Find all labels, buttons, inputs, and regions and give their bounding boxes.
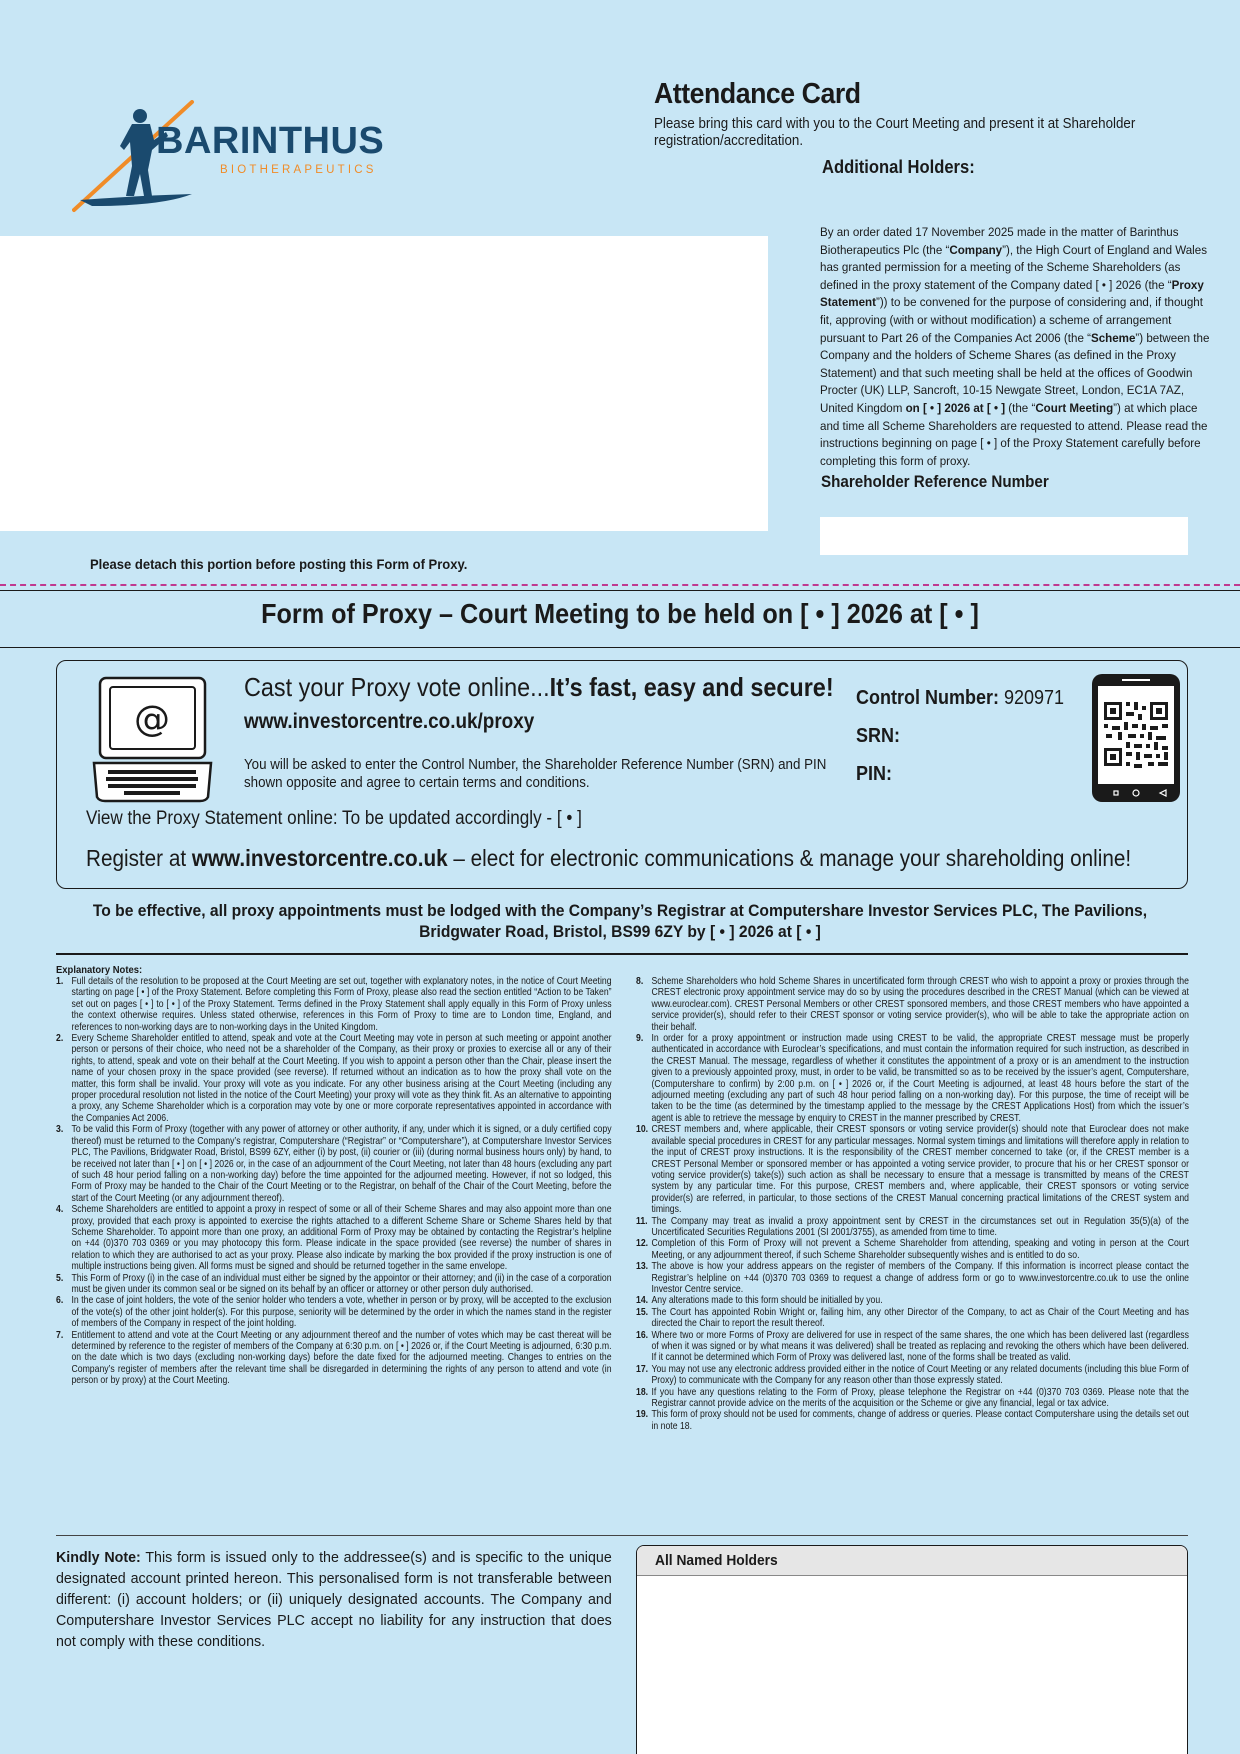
explanatory-note [636, 1295, 1189, 1306]
note-text: Every Scheme Shareholder entitled to attend, speak and vote at the Court Meeting may vote in person at such meeting or appoint another person or persons of their choice, who need not be a shareholder of the Company, as their proxy or proxies to exercise all or any of their rights, to attend, speak and vote on their behalf at the Court Meeting. If you wish to appoint a person other than the Chair, please insert the name of your chosen proxy in the space provided (see reverse). If returned without an indication as to how the proxy shall vote on the matter, this form shall be invalid. Your proxy will vote as you indicate. For any other business arising at the Court Meeting (including any proper procedural resolution not listed in the notice of the Court Meeting) your proxy will vote as they think fit. As an alternative to appointing a proxy, any Scheme Shareholder which is a corporation may vote by one or more corporate representatives appointed in accordance with the Companies Act 2006. [71, 1033, 612, 1124]
proxy-vote-url[interactable]: www.investorcentre.co.uk/proxy [244, 710, 535, 733]
note-number: 11. [636, 1215, 648, 1227]
lodging-instructions: To be effective, all proxy appointments must be lodged with the Company’s Registrar at Computershare Investor Services PLC, The Pavilions, Bridgwater Road, Bristol, BS99 6ZY by [ • ] 2026 at [ • ] [92, 901, 1148, 941]
address-window [0, 236, 768, 531]
cast-vote-prefix: Cast your Proxy vote online... [244, 672, 550, 702]
note-text: If you have any questions relating to the Form of Proxy, please telephone the Registrar on +44 (0)370 703 0369. Please note that the Registrar cannot provide advice on the merits of the acquisition or the Scheme or give any financial, legal or tax advice. [651, 1386, 1189, 1410]
note-number: 3. [56, 1124, 64, 1136]
note-number: 4. [56, 1204, 64, 1216]
kindly-note-text: This form is issued only to the addressee(s) and is specific to the unique designated account printed hereon. This personalised form is not transferable between different: (i) account holders; or (ii) uniquely designated accounts. The Company and Computershare Investor Services PLC accept no liability for any instruction that does not comply with these conditions. [56, 1549, 612, 1650]
note-text: In order for a proxy appointment or instruction made using CREST to be valid, the appropriate CREST message must be properly authenticated in accordance with Euroclear’s specifications, and must contain the information required for such instruction, as described in the CREST Manual. The message, regardless of whether it constitutes the appointment of a proxy or is an amendment to the instruction given to a previously appointed proxy, must, in order to be valid, be transmitted so as to be received by the issuer’s agent, Computershare, (Computershare to confirm) by 2:00 p.m. on [ • ] 2026 or, if the Court Meeting is adjourned, at least 48 hours before the start of the adjourned meeting (excluding any part of such 48 hour period falling on a non-working day). For this purpose, the time of receipt will be taken to be the time (as determined by the timestamp applied to the message by the CREST Applications Host) from which the issuer’s agent is able to retrieve the message by enquiry to CREST in the manner prescribed by CREST. [651, 1033, 1189, 1124]
note-text: Any alterations made to this form should be initialled by you. [651, 1295, 883, 1307]
all-named-holders-header [637, 1546, 1187, 1576]
online-instructions: You will be asked to enter the Control Number, the Shareholder Reference Number (SRN) and PIN shown opposite and agree to certain terms and conditions. [244, 757, 827, 791]
note-text: This form of proxy should not be used for comments, change of address or queries. Please contact Computershare using the details set out in note 18. [651, 1409, 1189, 1432]
notes-column-right [636, 976, 1189, 1432]
explanatory-note [636, 1330, 1189, 1364]
explanatory-note [636, 1216, 1189, 1239]
explanatory-note [636, 1387, 1189, 1410]
control-number-label: Control Number: [856, 687, 1004, 709]
note-number: 13. [636, 1261, 649, 1273]
notes-divider [56, 953, 1188, 955]
note-number: 1. [56, 976, 64, 987]
order-text-6: ”) at which place and time all Scheme Shareholders are requested to attend. Please read the instructions beginning on page [ • ] of the Proxy Statement carefully before completing this form of proxy. [820, 400, 1208, 468]
cast-vote-tagline: It’s fast, easy and secure! [549, 672, 834, 702]
kindly-note-label: Kindly Note: [56, 1549, 141, 1566]
order-scheme-term: Scheme [1090, 330, 1136, 345]
shareholder-reference-label: Shareholder Reference Number [821, 473, 1049, 491]
title-rule-top [0, 590, 1240, 591]
explanatory-note [636, 976, 1189, 1033]
detach-note: Please detach this portion before posting this Form of Proxy. [90, 556, 468, 572]
shareholder-reference-box [820, 517, 1188, 555]
note-number: 6. [56, 1295, 64, 1307]
all-named-holders-box [636, 1545, 1188, 1754]
note-text: The above is how your address appears on the register of members of the Company. If this information is incorrect please contact the Registrar’s helpline on +44 (0)370 703 0369 to request a change of address form or go to www.investorcentre.co.uk to use the online Investor Centre service. [651, 1261, 1189, 1295]
note-number: 15. [636, 1306, 649, 1318]
register-prefix: Register at [86, 845, 192, 871]
control-number-value: 920971 [1003, 687, 1065, 709]
explanatory-note [56, 1033, 612, 1124]
explanatory-notes-heading: Explanatory Notes: [56, 964, 143, 976]
order-court-meeting-term: Court Meeting [1035, 400, 1114, 415]
court-order-paragraph [820, 224, 1210, 470]
order-text-2: ”), the High Court of England and Wales has granted permission for a meeting of the Scheme Shareholders (as defined in the proxy statement of the Company dated [ • ] 2026 (the “ [820, 242, 1207, 292]
svg-text:@: @ [134, 699, 170, 740]
order-proxy-statement-term: Proxy Statement [820, 277, 1204, 310]
pin-label: PIN: [856, 763, 892, 785]
order-text-3: ”)) to be convened for the purpose of considering and, if thought fit, approving (with or without modification) a scheme of arrangement pursuant to Part 26 of the Companies Act 2006 (the “ [820, 295, 1203, 345]
company-logo [72, 100, 412, 215]
register-line [86, 845, 1131, 872]
explanatory-note [56, 1124, 612, 1204]
register-suffix: – elect for electronic communications & manage your shareholding online! [447, 845, 1132, 871]
detach-perforation-line [0, 584, 1240, 586]
note-text: You may not use any electronic address provided either in the notice of Court Meeting or any related documents (including this blue Form of Proxy) to communicate with the Company for any reason other than those expressly stated. [651, 1363, 1189, 1387]
note-text: Where two or more Forms of Proxy are delivered for use in respect of the same shares, the one which has been delivered last (regardless of when it was signed or by what means it was delivered) shall be treated as replacing and revoking the others which have been delivered. If it cannot be determined which Form of Proxy was delivered last, none of the forms shall be treated as valid. [651, 1329, 1189, 1364]
explanatory-note [56, 976, 612, 1033]
smartphone-qr-icon [1090, 672, 1182, 804]
explanatory-note [636, 1409, 1189, 1432]
note-number: 7. [56, 1329, 64, 1341]
note-number: 16. [636, 1329, 649, 1341]
control-number [856, 687, 1064, 710]
cast-vote-headline [244, 672, 834, 703]
order-text-1: By an order dated 17 November 2025 made in the matter of Barinthus Biotherapeutics Plc (the “ [820, 225, 1179, 257]
note-number: 17. [636, 1363, 649, 1375]
logo-subtitle: BIOTHERAPEUTICS [220, 164, 377, 176]
note-text: Full details of the resolution to be proposed at the Court Meeting are set out, together with explanatory notes, in the notice of Court Meeting starting on page [ • ] of the Proxy Statement. Before completing this Form of Proxy, please also read the section entitled “Action to be Taken” set out on pages [ • ] to [ • ] of the Proxy Statement. Terms defined in the Proxy Statement shall apply equally in this Form of Proxy unless the context otherwise requires. Unless stated otherwise, references in this Form of Proxy to time are to London time, England, and references to non-working days are to non-working days in the United Kingdom. [71, 976, 612, 1033]
explanatory-note [636, 1124, 1189, 1215]
note-number: 19. [636, 1409, 649, 1421]
explanatory-note [636, 1307, 1189, 1330]
order-text-4: ”) between the Company and the holders of Scheme Shares (as defined in the Proxy Statement) and that such meeting shall be held at the offices of Goodwin Procter (UK) LLP, Sancroft, 10-15 Newgate Street, London, EC1A 7AZ, United Kingdom [820, 330, 1210, 415]
note-number: 8. [636, 976, 644, 987]
note-text: To be valid this Form of Proxy (together with any power of attorney or other authority, if any, under which it is signed, or a duly certified copy thereof) must be returned to the Company’s registrar, Computershare (“Registrar” or “Computershare”), at Computershare Investor Services PLC, The Pavilions, Bridgwater Road, Bristol, BS99 6ZY, either (i) by post, (ii) courier or (iii) (during normal business hours only) by hand, to be received not later than [ • ] on [ • ] 2026 or, in the case of an adjournment of the Court Meeting, not later than 48 hours (excluding any part of such 48 hour period falling on a non-working day) before the time appointed for the adjourned meeting. However, if not so lodged, this Form of Proxy may be handed to the Chair of the Court Meeting or to the Registrar, on behalf of the Chair of the Court Meeting, before the start of the Court Meeting (or any adjournment thereof). [71, 1124, 612, 1204]
note-text: Scheme Shareholders who hold Scheme Shares in uncertificated form through CREST who wish to appoint a proxy or proxies through the CREST electronic proxy appointment service may do so by using the procedures described in the CREST Manual (which can be viewed at www.euroclear.com). CREST Personal Members or other CREST sponsored members, and those CREST members who have appointed a service provider(s), should refer to their CREST sponsor or voting service provider(s), who will be able to take the appropriate action on their behalf. [651, 976, 1189, 1033]
explanatory-note [636, 1364, 1189, 1387]
kindly-note [56, 1547, 612, 1652]
laptop-at-icon [90, 675, 215, 803]
explanatory-note [636, 1033, 1189, 1124]
note-text: CREST members and, where applicable, their CREST sponsors or voting service provider(s) should note that Euroclear does not make available special procedures in CREST for any particular messages. Normal system timings and limitations will therefore apply in relation to the input of CREST proxy instructions. It is the responsibility of the CREST member concerned to take (or, if the CREST member is a CREST Personal Member or sponsored member or has appointed a voting service provider, to procure that his or her CREST sponsor or voting service provider(s) take(s)) such action as shall be necessary to ensure that a message is transmitted by means of the CREST system by any particular time. For this purpose, CREST members and, where applicable, their CREST sponsors or voting service provider(s) are referred, in particular, to those sections of the CREST Manual concerning practical limitations of the CREST system and timings. [651, 1124, 1189, 1216]
investorcentre-link[interactable]: www.investorcentre.co.uk [191, 845, 448, 871]
note-text: Scheme Shareholders are entitled to appoint a proxy in respect of some or all of their Scheme Shares and may also appoint more than one proxy, provided that each proxy is appointed to exercise the rights attached to a different Scheme Share or Scheme Shares held by that Scheme Shareholder. To appoint more than one proxy, an additional Form of Proxy may be obtained by contacting the Registrar’s helpline on +44 (0)370 703 0369 or you may photocopy this form. Please indicate in the space provided (see reverse) the number of shares in relation to which they are authorised to act as your proxy. Please also indicate by marking the box provided if the proxy instruction is one of multiple instructions being given. All forms must be signed and should be returned together in the same envelope. [71, 1204, 612, 1273]
order-text-5: (the “ [1005, 400, 1036, 415]
note-text: Completion of this Form of Proxy will not prevent a Scheme Shareholder from attending, speaking and voting in person at the Court Meeting, or any adjournment thereof, if such Scheme Shareholder subsequently wishes and is entitled to do so. [651, 1238, 1189, 1261]
attendance-instructions: Please bring this card with you to the Court Meeting and present it at Shareholder registration/accreditation. [654, 116, 1136, 149]
note-text: The Company may treat as invalid a proxy appointment sent by CREST in the circumstances set out in Regulation 35(5)(a) of the Uncertificated Securities Regulations 2001 (SI 2001/3755), as amended from time to time. [651, 1215, 1189, 1238]
srn-label: SRN: [856, 725, 901, 747]
note-number: 14. [636, 1295, 649, 1307]
explanatory-note [56, 1273, 612, 1296]
notes-column-left [56, 976, 612, 1387]
note-number: 5. [56, 1272, 64, 1284]
bottom-divider [56, 1535, 1188, 1536]
note-number: 9. [636, 1033, 644, 1045]
order-company-term: Company [949, 242, 1003, 257]
note-text: This Form of Proxy (i) in the case of an individual must either be signed by the appointor or their attorney; and (ii) in the case of a corporation must be given under its common seal or be signed on its behalf by an officer or attorney or other person duly authorised. [71, 1272, 612, 1295]
additional-holders-label: Additional Holders: [822, 157, 975, 177]
note-number: 2. [56, 1033, 64, 1045]
note-text: The Court has appointed Robin Wright or, failing him, any other Director of the Company, to act as Chair of the Court Meeting and has directed the Chair to report the result thereof. [651, 1306, 1189, 1330]
form-title: Form of Proxy – Court Meeting to be held on [ • ] 2026 at [ • ] [261, 598, 979, 629]
note-text: Entitlement to attend and vote at the Court Meeting or any adjournment thereof and the number of votes which may be cast thereat will be determined by reference to the register of members of the Company at 6:30 p.m. on [ • ] 2026 or, if the Court Meeting is adjourned, 6:30 p.m. on the date which is two days (excluding non-working days) before the date fixed for the adjourned meeting. Changes to entries on the Company’s register of members after the relevant time shall be disregarded in determining the rights of any person to attend and vote (in person or by proxy) at the Court Meeting. [71, 1329, 612, 1387]
note-text: In the case of joint holders, the vote of the senior holder who tenders a vote, whether in person or by proxy, will be accepted to the exclusion of the vote(s) of the other joint holder(s). For this purpose, seniority will be determined by the order in which the names stand in the register of members of the Company in respect of the joint holding. [71, 1295, 612, 1330]
note-number: 18. [636, 1386, 649, 1398]
logo-name: BARINTHUS [156, 120, 385, 162]
note-number: 10. [636, 1124, 649, 1136]
attendance-card-title: Attendance Card [654, 78, 861, 110]
view-proxy-statement-line: View the Proxy Statement online: To be updated accordingly - [ • ] [86, 808, 582, 829]
title-rule-bottom [0, 647, 1240, 648]
explanatory-note [56, 1330, 612, 1387]
explanatory-note [56, 1204, 612, 1272]
explanatory-note [636, 1238, 1189, 1261]
explanatory-note [636, 1261, 1189, 1295]
explanatory-note [56, 1295, 612, 1329]
order-meeting-date: on [ • ] 2026 at [ • ] [905, 400, 1006, 415]
note-number: 12. [636, 1238, 649, 1250]
all-named-holders-label: All Named Holders [655, 1552, 778, 1569]
